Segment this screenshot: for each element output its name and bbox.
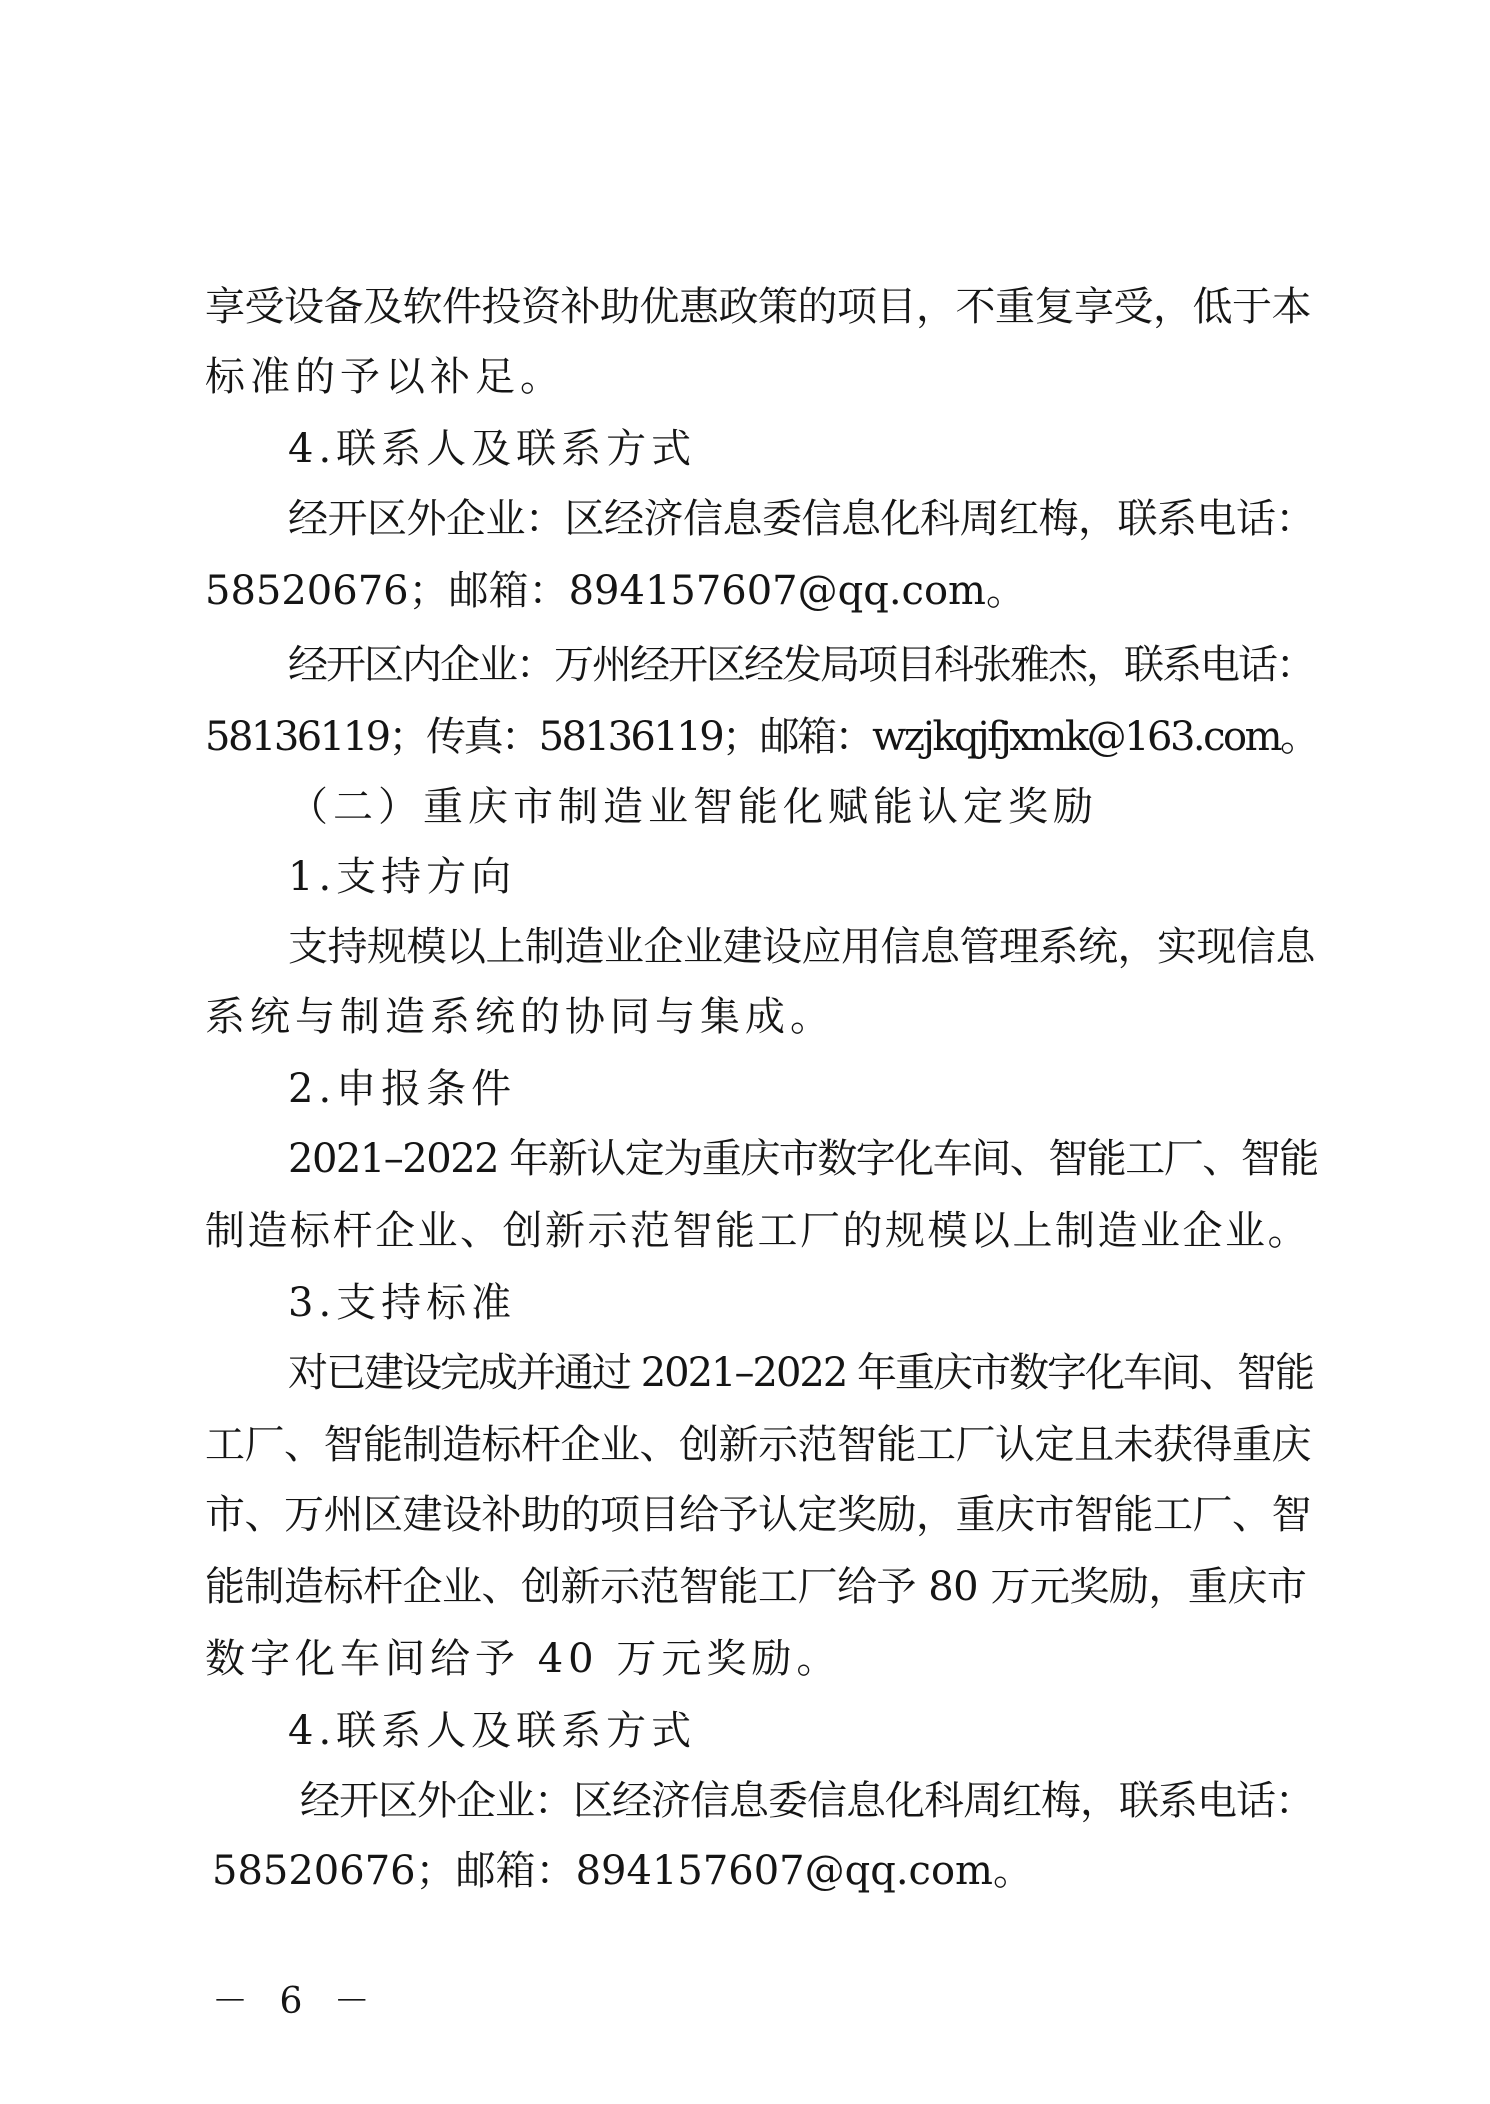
paragraph-line: 支持规模以上制造业企业建设应用信息管理系统，实现信息 xyxy=(288,924,1315,970)
paragraph-line: 工厂、智能制造标杆企业、创新示范智能工厂认定且未获得重庆 xyxy=(205,1422,1311,1468)
section-heading: 4.联系人及联系方式 xyxy=(288,426,697,472)
paragraph-line: 经开区外企业：区经济信息委信息化科周红梅，联系电话： xyxy=(288,496,1315,542)
paragraph-line: 能制造标杆企业、创新示范智能工厂给予 80 万元奖励，重庆市 xyxy=(205,1564,1307,1610)
paragraph-line: 对已建设完成并通过 2021–2022 年重庆市数字化车间、智能 xyxy=(288,1350,1314,1396)
section-heading: 1.支持方向 xyxy=(288,854,517,900)
contact-line: 58136119；传真：58136119；邮箱：wzjkqjfjxmk@163.com。 xyxy=(205,714,1318,760)
paragraph-line: 经开区内企业：万州经开区经发局项目科张雅杰，联系电话： xyxy=(288,642,1314,688)
paragraph-line: 系统与制造系统的协同与集成。 xyxy=(205,994,835,1040)
section-heading: （二）重庆市制造业智能化赋能认定奖励 xyxy=(288,784,1098,830)
section-heading: 2.申报条件 xyxy=(288,1066,517,1112)
contact-line: 58520676；邮箱：894157607@qq.com。 xyxy=(212,1848,1033,1894)
paragraph-line: 市、万州区建设补助的项目给予认定奖励，重庆市智能工厂、智 xyxy=(205,1492,1311,1538)
paragraph-line: 数字化车间给予 40 万元奖励。 xyxy=(205,1636,842,1682)
section-heading: 4.联系人及联系方式 xyxy=(288,1708,697,1754)
paragraph-line: 标准的予以补足。 xyxy=(205,354,565,400)
paragraph-line: 经开区外企业：区经济信息委信息化科周红梅，联系电话： xyxy=(300,1778,1314,1824)
paragraph-line: 2021–2022 年新认定为重庆市数字化车间、智能工厂、智能 xyxy=(288,1136,1318,1182)
paragraph-line: 制造标杆企业、创新示范智能工厂的规模以上制造业企业。 xyxy=(205,1208,1310,1254)
paragraph-line: 享受设备及软件投资补助优惠政策的项目，不重复享受，低于本 xyxy=(205,284,1311,330)
section-heading: 3.支持标准 xyxy=(288,1280,517,1326)
contact-line: 58520676；邮箱：894157607@qq.com。 xyxy=(205,568,1026,614)
page-number: － 6 － xyxy=(212,1981,380,2022)
